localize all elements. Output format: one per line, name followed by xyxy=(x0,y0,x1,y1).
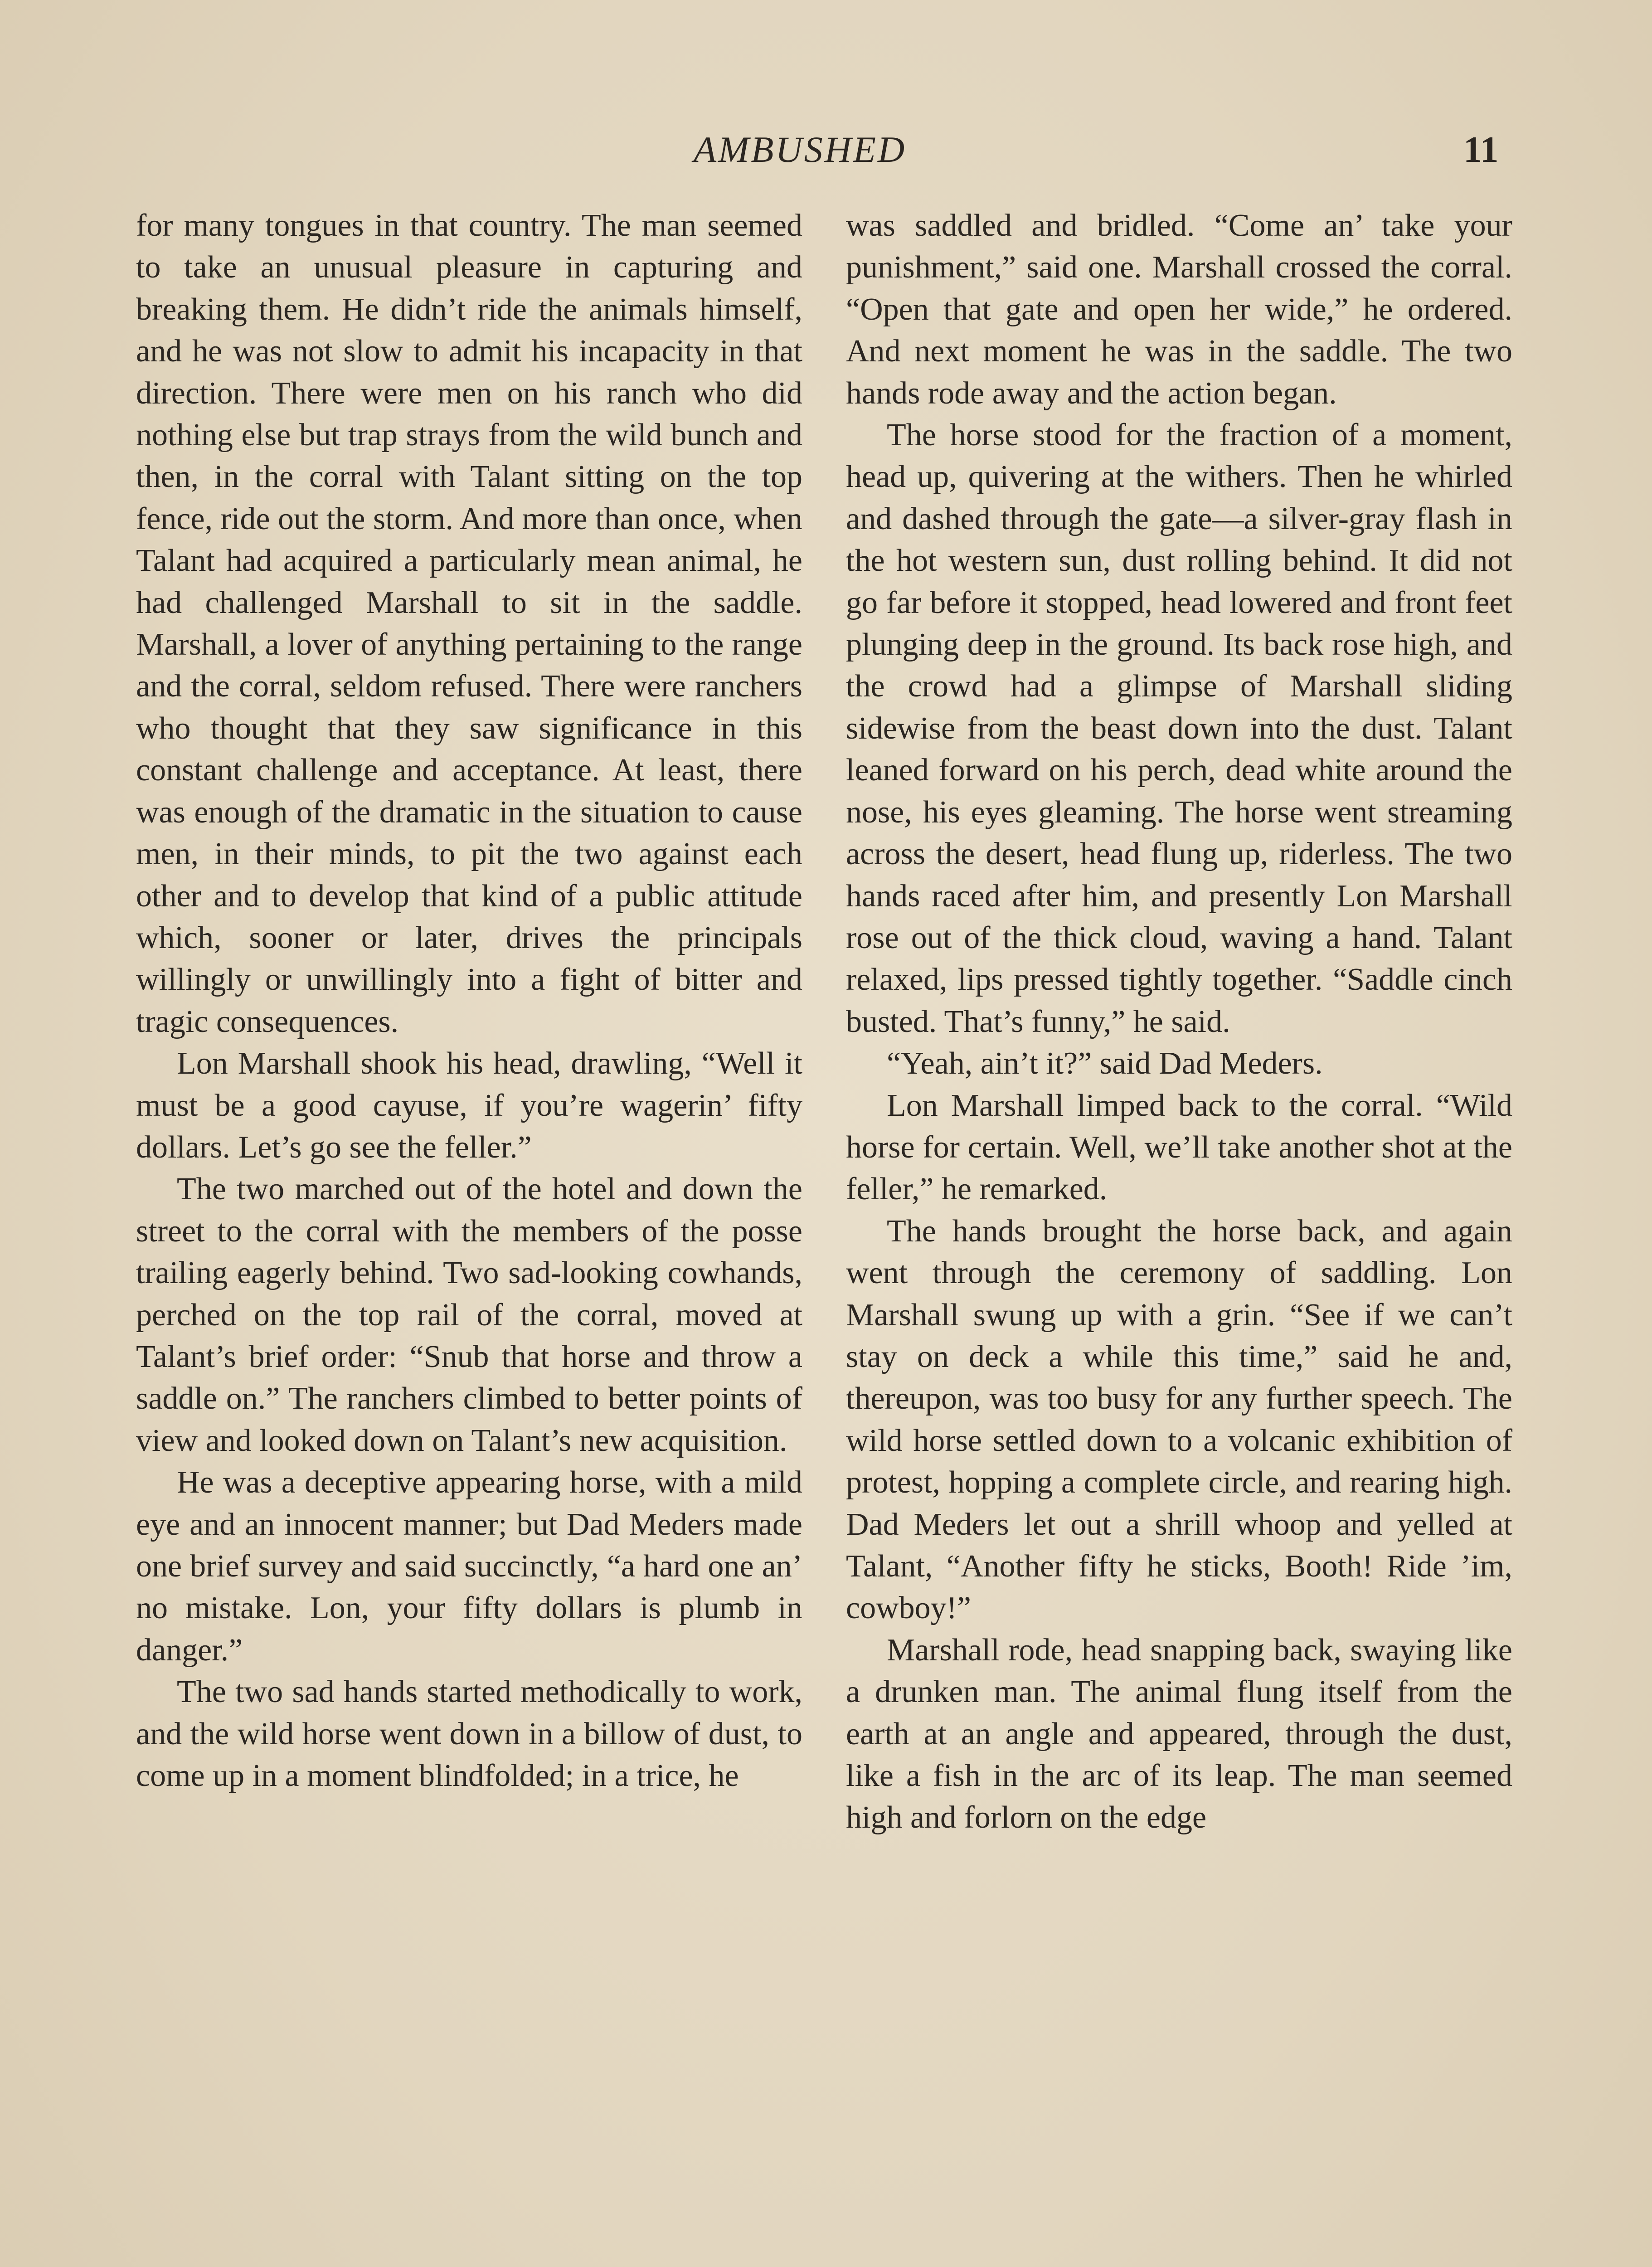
running-title: AMBUSHED xyxy=(694,129,907,170)
left-column xyxy=(136,205,802,1797)
page-number: 11 xyxy=(1463,129,1499,170)
paragraph: “Yeah, ain’t it?” said Dad Meders. xyxy=(887,1046,1323,1081)
running-head xyxy=(0,122,1652,177)
paragraph: Lon Marshall limped back to the corral. “Wild horse for certain. Well, we’ll take another shot at the feller,” he remarked. xyxy=(846,1088,1512,1207)
right-column xyxy=(846,205,1512,1839)
paragraph: was saddled and bridled. “Come an’ take your punishment,” said one. Marshall crossed the corral. “Open that gate and open her wide,” he ordered. And next moment he was in the saddle. The two hands rode away and the action began. xyxy=(846,208,1512,411)
paragraph: The two marched out of the hotel and down the street to the corral with the members of the posse trailing eagerly behind. Two sad-looking cowhands, perched on the top rail of the corral, moved at Talant’s brief order: “Snub that horse and throw a saddle on.” The ranchers climbed to better points of view and looked down on Talant’s new acquisition. xyxy=(136,1172,802,1458)
paragraph: The horse stood for the fraction of a moment, head up, quivering at the withers. Then he whirled and dashed through the gate—a silver-gray flash in the hot western sun, dust rolling behind. It did not go far before it stopped, head lowered and front feet plunging deep in the ground. Its back rose high, and the crowd had a glimpse of Marshall sliding sidewise from the beast down into the dust. Talant leaned forward on his perch, dead white around the nose, his eyes gleaming. The horse went streaming across the desert, head flung up, riderless. The two hands raced after him, and presently Lon Marshall rose out of the thick cloud, waving a hand. Talant relaxed, lips pressed tightly together. “Saddle cinch busted. That’s funny,” he said. xyxy=(846,418,1512,1039)
paragraph: He was a deceptive appearing horse, with a mild eye and an innocent manner; but Dad Meders made one brief survey and said succinctly, “a hard one an’ no mistake. Lon, your fifty dollars is plumb in danger.” xyxy=(136,1465,802,1668)
paragraph: The hands brought the horse back, and again went through the ceremony of saddling. Lon Marshall swung up with a grin. “See if we can’t stay on deck a while this time,” said he and, thereupon, was too busy for any further speech. The wild horse settled down to a volcanic exhibition of protest, hopping a complete circle, and rearing high. Dad Meders let out a shrill whoop and yelled at Talant, “Another fifty he sticks, Booth! Ride ’im, cowboy!” xyxy=(846,1213,1512,1626)
paragraph: Lon Marshall shook his head, drawling, “Well it must be a good cayuse, if you’re wagerin’ fifty dollars. Let’s go see the feller.” xyxy=(136,1046,802,1165)
paragraph: The two sad hands started methodically to work, and the wild horse went down in a billow of dust, to come up in a moment blindfolded; in a trice, he xyxy=(136,1674,802,1794)
paragraph: Marshall rode, head snapping back, swaying like a drunken man. The animal flung itself from the earth at an angle and appeared, through the dust, like a fish in the arc of its leap. The man seemed high and forlorn on the edge xyxy=(846,1632,1512,1835)
paragraph: for many tongues in that country. The man seemed to take an unusual pleasure in capturing and breaking them. He didn’t ride the animals himself, and he was not slow to admit his incapacity in that direction. There were men on his ranch who did nothing else but trap strays from the wild bunch and then, in the corral with Talant sitting on the top fence, ride out the storm. And more than once, when Talant had acquired a particularly mean animal, he had challenged Marshall to sit in the saddle. Marshall, a lover of anything pertaining to the range and the corral, seldom refused. There were ranchers who thought that they saw significance in this constant challenge and acceptance. At least, there was enough of the dramatic in the situation to cause men, in their minds, to pit the two against each other and to develop that kind of a public attitude which, sooner or later, drives the principals willingly or unwillingly into a fight of bitter and tragic consequences. xyxy=(136,208,802,1039)
